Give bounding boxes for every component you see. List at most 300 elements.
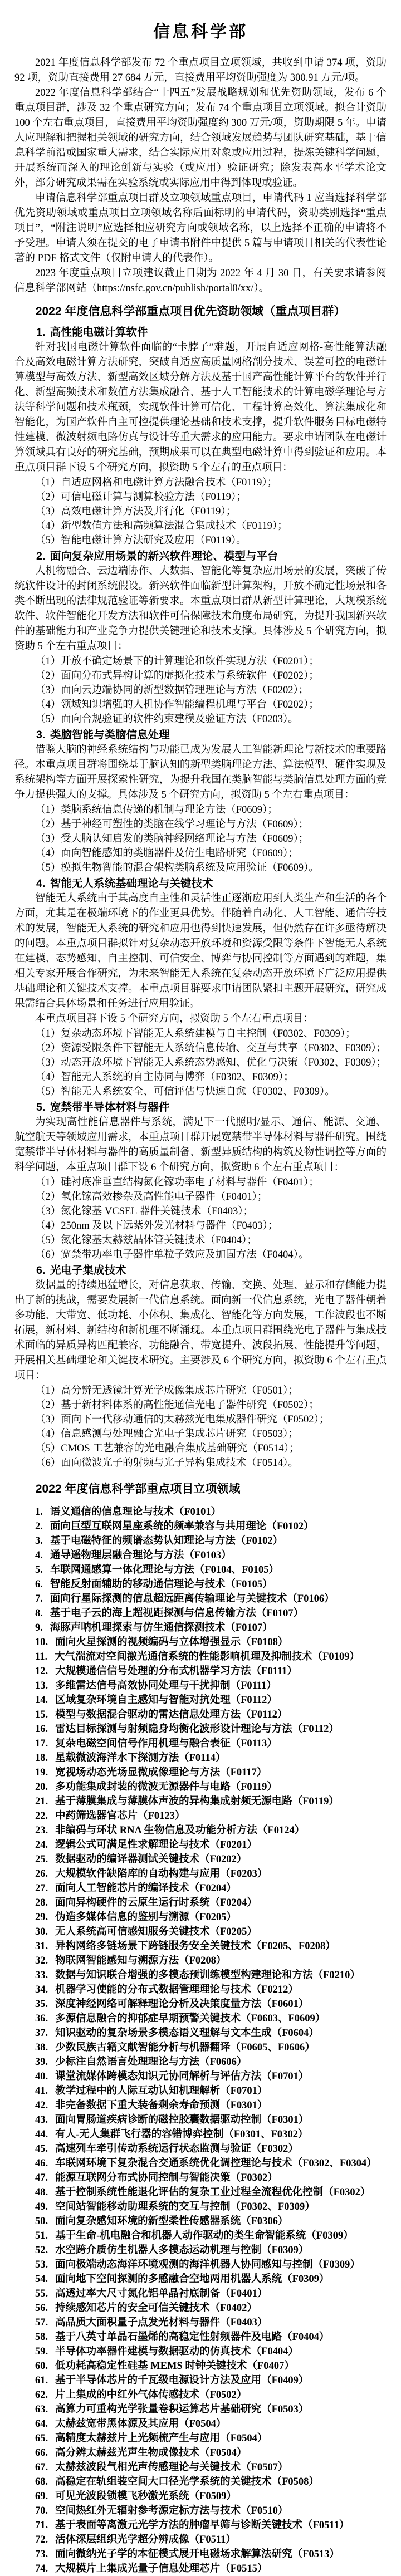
group-heading <box>14 728 387 743</box>
area-text: 大气湍流对空间激光通信系统的性能影响机理及抑制技术（F0109） <box>55 1651 360 1662</box>
area-number: 34. <box>35 1984 48 1995</box>
area-item <box>35 2315 387 2330</box>
area-number: 66. <box>35 2447 48 2459</box>
intro-paragraph: 2022 年度信息科学部结合“十四五”发展战略规划和优先资助领域，发布 6 个重点项目群，涉及 32 个重点研究方向；发布 74 个重点项目立项领域。拟合计资助 100 个左右重点项目，直接费用平均资助强度约 300 万元/项，资助期限 5 年。申请人应理解和把握相关领域的研究方向，结合领域发展趋势与团队研究基础，基于信息科学前沿或国家重大需求，结合实际应用对象或应用过程，提炼关键科学问题，开展系统而深入的理论创新与实验（或应用）验证研究；除发表高水平学术论文外，部分研究成果需在实验系统或实际应用中得到体现或验证。 <box>14 87 387 189</box>
area-text: 高透过率大尺寸氮化铝单晶衬底制备（F0401） <box>55 2288 268 2299</box>
group-direction-item: （1）高分辨无透镜计算光学成像集成芯片研究（F0501）； <box>35 1385 299 1396</box>
area-text: 多维雷达信号高效协同处理与干扰抑制（F0111） <box>55 1680 277 1691</box>
area-text: 高分辨太赫兹光声生物成像技术（F0504） <box>55 2447 247 2459</box>
area-number: 73. <box>35 2549 48 2560</box>
area-number: 22. <box>35 1810 48 1822</box>
area-number: 60. <box>35 2361 48 2372</box>
area-number: 3. <box>35 1535 43 1547</box>
area-number: 74. <box>35 2563 48 2574</box>
area-item <box>35 2243 387 2258</box>
group-direction-item: （3）面向下一代移动通信的太赫兹光电集成器件研究（F0502）； <box>35 1414 330 1425</box>
area-number: 15. <box>35 1709 48 1720</box>
area-text: 面向人工智能芯片的编译技术（F0204） <box>55 1883 237 1894</box>
area-text: 活体深层组织光学超分辨成像（F0511） <box>55 2534 236 2545</box>
area-number: 25. <box>35 1854 48 1865</box>
area-number: 9. <box>35 1622 43 1633</box>
area-number: 42. <box>35 2100 48 2111</box>
area-number: 14. <box>35 1695 48 1706</box>
group-direction-item: （5）面向合规验证的软件约束建模及验证方法（F0203）。 <box>35 714 299 725</box>
area-number: 64. <box>35 2418 48 2430</box>
area-item <box>35 1650 387 1664</box>
area-text: 空间站智能移动助理系统的交互与控制（F0302、F0309） <box>55 2201 315 2212</box>
area-text: 基于薄膜集成与薄膜体声波的异构集成射频无源电路（F0119） <box>55 1796 339 1807</box>
area-text: 语义通信的信息理论与技术（F0101） <box>50 1507 222 1518</box>
area-text: 持续感知芯片的安全可信关键技术（F0402） <box>55 2303 257 2314</box>
area-text: 高速列车牵引传动系统运行状态监测与验证（F0302） <box>55 2143 299 2155</box>
area-number: 37. <box>35 2028 48 2039</box>
area-item <box>35 2156 387 2171</box>
area-text: 基于电子云的海上超视距探测与信息传输方法（F0107） <box>50 1608 304 1619</box>
area-number: 10. <box>35 1637 48 1648</box>
area-text: 复杂电磁空间信号作用机理与融合表征（F0113） <box>55 1738 277 1749</box>
area-number: 58. <box>35 2332 48 2343</box>
group-direction-item: （6）面向微波光子的射频与光子异构集成技术（F0514）。 <box>35 1458 299 1469</box>
area-item <box>35 1635 387 1650</box>
area-item <box>35 1722 387 1736</box>
area-number: 30. <box>35 1926 48 1937</box>
group-paragraph: 人机物融合、云边端协作、大数据、智能化等复杂应用场景的发展，突破了传统软件设计的封闭系统假设。新兴软件面临新型计算架构，开放不确定性场景和各类不断出现的法律规范验证等新要求。本重点项目群从新型计算理论，大规模系统软件、软件智能化开发方法和软件可信保障技术角度布局研究，为提升我国新兴软件的基础能力和产业竞争力提供关键理论和技术支撑。具体涉及 5 个研究方向，拟资助 5 个左右重点项目： <box>14 566 387 652</box>
area-number: 62. <box>35 2389 48 2401</box>
priority-group-1 <box>14 325 387 548</box>
group-paragraph: 数据量的持续迅猛增长，对信息获取、传输、交换、处理、显示和存储能力提出了新的挑战，需要发展新一代信息系统。面向新一代信息系统，光电子器件朝着多功能、大带宽、低功耗、小体积、集成化、智能化等方向发展，工作波段也不断拓展，新材料、新结构和新机理不断涌现。本重点项目群围绕光电子器件与集成技术面临的异质异构匹配兼容、功能融合、带宽提升、波段拓展、性能提升等问题，开展相关基础理论和关键技术研究。主要涉及 6 个研究方向，拟资助 6 个左右重点项目： <box>14 1280 387 1381</box>
area-text: 高品质大面积量子点发光材料与器件（F0403） <box>55 2317 268 2328</box>
area-number: 1. <box>35 1507 43 1518</box>
area-text: 海豚声呐机理探索与仿生通信探测技术（F0107） <box>50 1622 273 1633</box>
area-number: 41. <box>35 2086 48 2097</box>
area-number: 46. <box>35 2158 48 2169</box>
group-number: 5. <box>36 1101 46 1113</box>
area-number: 12. <box>35 1666 48 1677</box>
area-item <box>35 1896 387 1910</box>
section-heading-priority-groups: 2022 年度信息科学部重点项目优先资助领域（重点项目群） <box>35 305 346 318</box>
area-text: 可见光波段锁模飞秒激光系统（F0509） <box>55 2491 237 2502</box>
group-number: 2. <box>36 550 46 562</box>
area-item <box>35 1881 387 1896</box>
area-text: 通导遥物理层融合理论与方法（F0103） <box>50 1550 232 1561</box>
area-text: 面向地下空间探测的多感融合空地两用机器人系统（F0309） <box>55 2274 330 2285</box>
area-text: 非编码与环状 RNA 生物信息及功能分析方法（F0124） <box>55 1825 305 1836</box>
area-number: 2. <box>35 1521 43 1532</box>
intro-paragraphs <box>14 56 387 296</box>
group-direction-item: （1）类脑系统信息传递的机制与理论方法（F0609）； <box>35 804 278 816</box>
area-text: 片上集成的中红外气体传感技术（F0502） <box>55 2389 247 2401</box>
area-text: 低功耗高稳定性硅基 MEMS 时钟关键技术（F0407） <box>55 2361 295 2372</box>
area-text: 面向行星际探测的信息超远距离传输理论与关键技术（F0106） <box>50 1593 335 1605</box>
area-text: 非完备数据下重大装备剩余寿命预测（F0301） <box>55 2100 268 2111</box>
group-paragraph: 借鉴大脑的神经系统结构与功能已成为发展人工智能新理论与新技术的重要路径。本重点项目群将围绕基于脑认知的新型类脑理论方法、算法模型、硬件实现及系统架构等方面开展探索性研究，为提升我国在类脑智能与类脑信息处理方面的竞争力提供强大的支撑。具体涉及 5 个研究方向，拟资助 5 个左右重点项目： <box>14 744 387 801</box>
group-direction-item: （4）新型数值方法和高频算法混合集成技术（F0119）； <box>35 521 288 532</box>
area-item <box>35 2084 387 2098</box>
area-number: 11. <box>35 1651 48 1662</box>
area-item <box>35 2055 387 2069</box>
area-number: 29. <box>35 1912 48 1923</box>
group-paragraphs <box>14 891 387 1027</box>
group-direction-item: （1）自适应网格和电磁计算方法融合技术（F0119）； <box>35 477 278 488</box>
group-direction-item: （2）资源受限条件下智能无人系统信息传输、交互与共享（F0302、F0309）； <box>35 1043 387 1054</box>
area-text: 基于表面等离激元光学方法的肿瘤早筛与诊断关键技术（F0511） <box>55 2520 350 2531</box>
area-item <box>35 1577 387 1592</box>
area-item <box>35 1707 387 1722</box>
area-text: 面向微纳光子学的本征模式展开电磁场求解算法研究（F0513） <box>55 2549 340 2560</box>
area-number: 61. <box>35 2375 48 2386</box>
group-direction-item: （3）高效电磁计算方法及并行化（F0119）； <box>35 506 237 517</box>
area-item <box>35 1519 387 1534</box>
area-text: 中药筛选器官芯片（F0123） <box>55 1810 185 1822</box>
group-paragraphs <box>14 1278 387 1383</box>
intro-paragraph: 2023 年度重点项目立项建议截止日期为 2022 年 4 月 30 日，有关要求请参阅信息科学部网站（https://nsfc.gov.cn/publish/portal0/xx/）。 <box>14 268 387 294</box>
area-number: 43. <box>35 2114 48 2126</box>
area-text: 宽视场动态光场显微成像理论与方法（F0117） <box>55 1767 267 1778</box>
group-heading <box>14 549 387 564</box>
area-list <box>14 1505 387 2576</box>
group-heading <box>14 1100 387 1115</box>
area-item <box>35 2562 387 2576</box>
area-text: 面向异构硬件的云原生运行时系统（F0204） <box>55 1897 257 1908</box>
area-item <box>35 2286 387 2301</box>
area-text: 知识驱动的复杂场景多模态语义理解与文本生成（F0604） <box>55 2028 319 2039</box>
area-text: 面向极端动态海洋环境观测的海洋机器人协同感知与控制（F0309） <box>55 2259 360 2270</box>
area-number: 16. <box>35 1724 48 1735</box>
area-text: 面向复杂感知环境的新型柔性传感器系统（F0306） <box>55 2216 288 2227</box>
area-item <box>35 2011 387 2026</box>
area-text: 机器学习使能的分布式数据管理理论与技术（F0212） <box>55 1984 299 1995</box>
priority-group-6 <box>14 1263 387 1470</box>
area-number: 40. <box>35 2071 48 2082</box>
area-item <box>35 2533 387 2547</box>
area-item <box>35 2388 387 2402</box>
area-text: 基于生命-机电融合和机器人动作驱动的类生命智能系统（F0309） <box>55 2230 354 2241</box>
area-number: 18. <box>35 1753 48 1764</box>
area-item <box>35 1751 387 1765</box>
group-direction-list <box>14 1027 387 1099</box>
group-direction-item: （2）基于新材料体系的高性能通信光电子器件研究（F0502）； <box>35 1400 319 1411</box>
area-text: 车联网通感算一体化理论与方法（F0104、F0105） <box>50 1564 279 1576</box>
area-text: 多功能集成封装的微波无源器件与电路（F0119） <box>55 1782 277 1793</box>
area-text: 空间热红外无辐射参考源定标方法与技术（F0510） <box>55 2505 288 2516</box>
area-item <box>35 2214 387 2229</box>
area-text: 基于八英寸单晶石墨烯的高稳定性射频器件及电路（F0404） <box>55 2332 330 2343</box>
group-heading <box>14 876 387 891</box>
area-item <box>35 1606 387 1621</box>
area-number: 68. <box>35 2476 48 2487</box>
page-title: 信息科学部 <box>153 23 248 41</box>
group-direction-item: （3）动态开放环境下智能无人系统态势感知、优化与决策（F0302、F0309）； <box>35 1057 387 1068</box>
area-number: 45. <box>35 2143 48 2155</box>
area-number: 67. <box>35 2462 48 2473</box>
area-text: 模型与数据混合驱动的雷达信息处理方法（F0112） <box>55 1709 288 1720</box>
area-item <box>35 2402 387 2417</box>
area-text: 车联网环境下复杂混合交通系统优化调控理论与技术（F0302、F0304） <box>55 2158 377 2169</box>
area-item <box>35 1548 387 1563</box>
group-direction-item: （3）受大脑认知启发的类脑神经网络理论与方法（F0609）； <box>35 833 309 845</box>
area-item <box>35 1505 387 1519</box>
group-paragraphs <box>14 340 387 475</box>
group-direction-item: （4）领域知识增强的人机协作智能编程机理与平台（F0202）； <box>35 699 319 710</box>
group-title: 面向复杂应用场景的新兴软件理论、模型与平台 <box>50 550 278 562</box>
group-number: 6. <box>36 1264 46 1277</box>
group-direction-item: （4）智能无人系统的自主协同与博弈（F0302、F0309）； <box>35 1072 294 1083</box>
area-number: 69. <box>35 2491 48 2502</box>
area-text: 星载微波海洋水下探测方法（F0114） <box>55 1753 226 1764</box>
area-number: 28. <box>35 1897 48 1908</box>
area-item <box>35 2344 387 2359</box>
area-text: 无人系统高可信感知服务关键技术（F0205） <box>55 1926 257 1937</box>
area-item <box>35 1838 387 1852</box>
area-item <box>35 1852 387 1867</box>
area-number: 26. <box>35 1868 48 1880</box>
area-number: 38. <box>35 2042 48 2053</box>
group-direction-list <box>14 475 387 548</box>
group-direction-item: （5）氮化镓基太赫兹晶体管关键技术（F0404）； <box>35 1235 257 1246</box>
area-number: 52. <box>35 2245 48 2256</box>
area-number: 36. <box>35 2013 48 2024</box>
area-text: 面向胃肠道疾病诊断的磁控胶囊数据驱动控制（F0301） <box>55 2114 309 2126</box>
group-number: 3. <box>36 729 46 741</box>
area-text: 面向火星探测的视频编码与立体增强显示（F0108） <box>55 1637 288 1648</box>
area-number: 59. <box>35 2346 48 2357</box>
area-item <box>35 2330 387 2344</box>
area-text: 深度神经网络可解释理论分析及决策度量方法（F0601） <box>55 1999 309 2010</box>
area-text: 智能反射面辅助的移动通信理论与技术（F0105） <box>50 1579 273 1590</box>
group-direction-item: （4）面向智能感知的类脑器件及仿生电路研究（F0609）； <box>35 848 299 859</box>
area-number: 35. <box>35 1999 48 2010</box>
priority-group-2 <box>14 549 387 727</box>
area-item <box>35 2127 387 2142</box>
area-item <box>35 2040 387 2055</box>
section-heading-project-areas: 2022 年度信息科学部重点项目立项领域 <box>35 1483 241 1495</box>
area-item <box>35 2489 387 2504</box>
area-item <box>35 1621 387 1635</box>
group-number: 1. <box>36 326 46 338</box>
area-text: 大规模片上集成光量子信息处理芯片（F0515） <box>55 2563 268 2574</box>
area-text: 雷达目标探测与射频隐身均衡化波形设计理论与方法（F0112） <box>55 1724 339 1735</box>
group-heading <box>14 325 387 340</box>
area-item <box>35 1823 387 1838</box>
area-item <box>35 1765 387 1780</box>
group-title: 类脑智能与类脑信息处理 <box>50 729 170 741</box>
area-text: 区域复杂环境自主感知与智能对抗处理（F0112） <box>55 1695 277 1706</box>
group-number: 4. <box>36 877 46 890</box>
area-text: 基于电磁特征的频谱态势认知理论与方法（F0102） <box>50 1535 283 1547</box>
area-item <box>35 1939 387 1954</box>
area-item <box>35 2185 387 2200</box>
area-text: 能源互联网分布式协同控制与智能决策（F0302） <box>55 2172 278 2184</box>
area-item <box>35 2301 387 2315</box>
area-item <box>35 2547 387 2562</box>
area-number: 44. <box>35 2129 48 2140</box>
area-item <box>35 2272 387 2286</box>
area-number: 31. <box>35 1941 48 1952</box>
area-text: 多源信息融合的抑郁症早期预警关键技术（F0603、F0609） <box>55 2013 326 2024</box>
area-number: 6. <box>35 1579 43 1590</box>
group-direction-item: （2）可信电磁计算与测算校验方法（F0119）； <box>35 492 247 503</box>
group-direction-item: （2）氧化镓高效掺杂及高性能电子器件（F0401）； <box>35 1191 268 1203</box>
area-text: 异构网络多链场景下跨链服务安全关键技术（F0205、F0208） <box>55 1941 336 1952</box>
area-text: 大规模通信信号处理的分布式机器学习方法（F0111） <box>55 1666 297 1677</box>
area-number: 21. <box>35 1796 48 1807</box>
group-title: 智能无人系统基础理论与关键技术 <box>50 877 213 890</box>
group-direction-list <box>14 1383 387 1470</box>
area-number: 33. <box>35 1970 48 1981</box>
area-item <box>35 1693 387 1707</box>
area-text: 面向巨型互联网星座系统的频率兼容与共用理论（F0102） <box>50 1521 314 1532</box>
group-direction-list <box>14 654 387 727</box>
area-text: 太赫兹宽带黑体源及其应用（F0504） <box>55 2418 227 2430</box>
area-number: 63. <box>35 2404 48 2415</box>
group-paragraphs <box>14 564 387 654</box>
group-direction-item: （1）硅衬底准垂直结构氮化镓功率电子材料与器件（F0401）； <box>35 1177 319 1188</box>
area-item <box>35 2417 387 2431</box>
area-text: 伪造多媒体信息的鉴别与溯源（F0205） <box>55 1912 237 1923</box>
group-direction-item: （2）面向分布式异构计算的虚拟化技术与系统软件（F0202）； <box>35 670 319 681</box>
area-item <box>35 2258 387 2272</box>
area-text: 数据驱动的编译器测试关键技术（F0202） <box>55 1854 247 1865</box>
area-item <box>35 1983 387 1997</box>
area-number: 51. <box>35 2230 48 2241</box>
area-item <box>35 2026 387 2040</box>
area-item <box>35 1867 387 1881</box>
group-direction-item: （1）开放不确定场景下的计算理论和软件实现方法（F0201）； <box>35 656 319 667</box>
group-heading <box>14 1263 387 1278</box>
area-number: 32. <box>35 1955 48 1966</box>
group-direction-item: （5）模拟生物智能的混合架构类脑系统及应用验证（F0609）。 <box>35 862 319 874</box>
area-item <box>35 2446 387 2460</box>
area-number: 17. <box>35 1738 48 1749</box>
group-direction-item: （2）基于神经可塑性的类脑在线学习理论与方法（F0609）； <box>35 819 309 830</box>
area-number: 56. <box>35 2303 48 2314</box>
area-text: 课堂流媒体跨模态知识元协同解析与评估方法（F0701） <box>55 2071 309 2082</box>
area-text: 水空跨介质仿生机器人多模态运动机理与控制（F0309） <box>55 2245 309 2256</box>
group-direction-item: （5）智能电磁计算方法研究及应用（F0119）。 <box>35 535 247 546</box>
area-text: 基于控制系统性能退化评估的复杂工业过程全流程优化控制（F0302） <box>55 2187 371 2198</box>
area-item <box>35 2200 387 2214</box>
area-item <box>35 1809 387 1823</box>
area-number: 70. <box>35 2505 48 2516</box>
group-direction-list <box>14 1175 387 1262</box>
group-paragraph: 本重点项目群下设 5 个研究方向，拟资助 5 个左右重点项目： <box>35 1013 314 1024</box>
area-item <box>35 1736 387 1751</box>
area-item <box>35 1592 387 1606</box>
group-paragraph: 针对我国电磁计算软件面临的“卡脖子”难题，开展自适应网格-高性能算法融合及高效电磁计算方法研究，突破自适应高质量网格剖分技术、误差可控的电磁计算模型与高效方法、新型高效区域分解方法及基于国产高性能计算平台的软件并行化、新型高频技术和数值方法集成融合、基于人工智能技术的计算电磁学理论与方法等科学问题和技术瓶颈，实现软件计算可信化、工程计算高效化、算法集成化和智能化，为国产软件自主可控提供理论基础和技术支撑，提升软件服务目标电磁特性建模、微波射频电路仿真与设计等重大需求的应用能力。要求申请团队在电磁计算领域具有良好的研究基础，预期成果可以在典型电磁计算中得到验证和应用。本重点项目群下设 5 个研究方向，拟资助 5 个左右的重点项目： <box>14 342 387 473</box>
area-number: 19. <box>35 1767 48 1778</box>
area-number: 8. <box>35 1608 43 1619</box>
area-number: 39. <box>35 2057 48 2068</box>
area-number: 54. <box>35 2274 48 2285</box>
priority-group-4 <box>14 876 387 1099</box>
group-direction-item: （1）复杂动态环境下智能无人系统建模与自主控制（F0302、F0309）； <box>35 1028 356 1039</box>
area-text: 半导体功率器件建模与数据驱动的仿真技术（F0404） <box>55 2346 299 2357</box>
area-text: 教学过程中的人际互动认知机理解析（F0701） <box>55 2086 268 2097</box>
area-item <box>35 1664 387 1679</box>
area-text: 有人-无人集群飞行器的容错博弈控制（F0301、F0302） <box>55 2129 309 2140</box>
group-direction-item: （5）智能无人系统安全、可信评估与快速自愈（F0302、F0309）。 <box>35 1086 335 1097</box>
area-item <box>35 1954 387 1968</box>
group-paragraph: 为实现高性能信息器件与系统，满足下一代照明/显示、通信、能源、交通、航空航天等领域应用需求，本重点项目群开展宽禁带半导体材料与器件研究。围绕宽禁带半导体材料与器件的高质量制备、新型异质结构的构筑及物性调控等方面的科学问题，本重点项目群下设 6 个研究方向，拟资助 6 个左右重点项目： <box>14 1117 387 1173</box>
area-number: 71. <box>35 2520 48 2531</box>
area-text: 逻辑公式可满足性求解理论与技术（F0201） <box>55 1839 257 1851</box>
area-item <box>35 1534 387 1548</box>
area-number: 27. <box>35 1883 48 1894</box>
area-item <box>35 2229 387 2243</box>
area-item <box>35 2142 387 2156</box>
area-item <box>35 1997 387 2011</box>
area-item <box>35 2475 387 2489</box>
area-item <box>35 1925 387 1939</box>
area-number: 72. <box>35 2534 48 2545</box>
area-number: 53. <box>35 2259 48 2270</box>
group-direction-item: （3）面向云边端协同的新型数据管理理论与方法（F0202）； <box>35 685 309 696</box>
area-number: 23. <box>35 1825 48 1836</box>
priority-group-5 <box>14 1100 387 1262</box>
area-item <box>35 2504 387 2518</box>
intro-paragraph: 2021 年度信息科学部发布 72 个重点项目立项领域，共收到申请 374 项，资助 92 项，资助直接费用 27 684 万元，直接费用平均资助强度为 300.91 万元/项。 <box>14 57 387 84</box>
priority-group-3 <box>14 728 387 875</box>
area-text: 物联网智能感知与溯源方法（F0208） <box>55 1955 227 1966</box>
area-text: 太赫兹波段气相光声传感理论与关键技术（F0507） <box>55 2462 288 2473</box>
area-number: 47. <box>35 2172 48 2184</box>
area-number: 24. <box>35 1839 48 1851</box>
area-item <box>35 2460 387 2475</box>
area-item <box>35 2518 387 2533</box>
area-number: 48. <box>35 2187 48 2198</box>
area-number: 50. <box>35 2216 48 2227</box>
area-item <box>35 1563 387 1577</box>
group-direction-list <box>14 803 387 875</box>
area-item <box>35 2373 387 2388</box>
group-paragraph: 智能无人系统由于其高度自主性和灵活性正逐渐应用到人类生产和生活的各个方面，尤其是在极端环境下的作业更具优势。伴随着自动化、人工智能、通信等技术的发展，智能无人系统的研究和应用也得到快速发展，但仍然存在许多亟待解决的问题。本重点项目群拟针对复杂动态开放环境和资源受限等条件下智能无人系统在建模、态势感知、自主控制、可信安全、博弈与协同控制等方面遇到的难题，集相关专家开展合作研究，为未来智能无人系统在复杂动态开放环境下广泛应用提供基础理论和关键技术支撑。本重点项目群要求申请团队紧扣主题开展研究，研究成果需结合具体场景和任务进行应用验证。 <box>14 893 387 1009</box>
area-number: 4. <box>35 1550 43 1561</box>
area-item <box>35 2359 387 2373</box>
intro-paragraph: 申请信息科学部重点项目群及立项领域重点项目，申请代码 1 应当选择科学部优先资助领域或重点项目立项领域名称后面标明的申请代码，资助类别选择“重点项目”，“附注说明”应选择相应研究方向或领域名称，以上选择不正确的申请将不予受理。申请人须在提交的电子申请书附件中提供 5 篇与申请项目相关的代表性论著的 PDF 格式文件（仅附申请人的代表作）。 <box>14 193 387 264</box>
area-item <box>35 2098 387 2113</box>
area-item <box>35 1794 387 1809</box>
group-direction-item: （4）信息感测与处理融合光电子集成芯片研究（F0503）； <box>35 1429 299 1440</box>
group-title: 宽禁带半导体材料与器件 <box>50 1101 170 1113</box>
group-direction-item: （3）氮化镓基 VCSEL 器件关键技术（F0403）； <box>35 1206 253 1217</box>
area-number: 20. <box>35 1782 48 1793</box>
area-number: 49. <box>35 2201 48 2212</box>
area-item <box>35 2431 387 2446</box>
area-item <box>35 2113 387 2127</box>
group-direction-item: （5）CMOS 工艺兼容的光电融合集成基础研究（F0514）； <box>35 1443 300 1454</box>
area-item <box>35 2171 387 2185</box>
group-title: 光电子集成技术 <box>50 1264 126 1277</box>
area-text: 数据与知识联合增强的多模态预训练模型构建理论和方法（F0210） <box>55 1970 360 1981</box>
area-number: 5. <box>35 1564 43 1576</box>
group-direction-item: （6）宽禁带功率电子器件单粒子效应及加固方法（F0404）。 <box>35 1249 309 1260</box>
area-text: 大规模软件缺陷库的自动构建与应用（F0203） <box>55 1868 268 1880</box>
group-paragraphs <box>14 743 387 803</box>
area-item <box>35 1968 387 1983</box>
area-text: 高稳定在轨组装空间大口径光学系统的关键技术（F0508） <box>55 2476 319 2487</box>
area-item <box>35 1780 387 1794</box>
area-number: 65. <box>35 2433 48 2444</box>
area-number: 57. <box>35 2317 48 2328</box>
area-item <box>35 1679 387 1693</box>
area-text: 少标注自然语言处理理论与方法（F0606） <box>55 2057 247 2068</box>
group-direction-item: （4）250nm 及以下远紫外发光材料与器件（F0403）； <box>35 1220 278 1231</box>
area-number: 55. <box>35 2288 48 2299</box>
area-number: 13. <box>35 1680 48 1691</box>
area-number: 7. <box>35 1593 43 1605</box>
area-text: 少数民族古籍文献智能分析与机器翻译（F0605、F0606） <box>55 2042 315 2053</box>
area-item <box>35 2069 387 2084</box>
